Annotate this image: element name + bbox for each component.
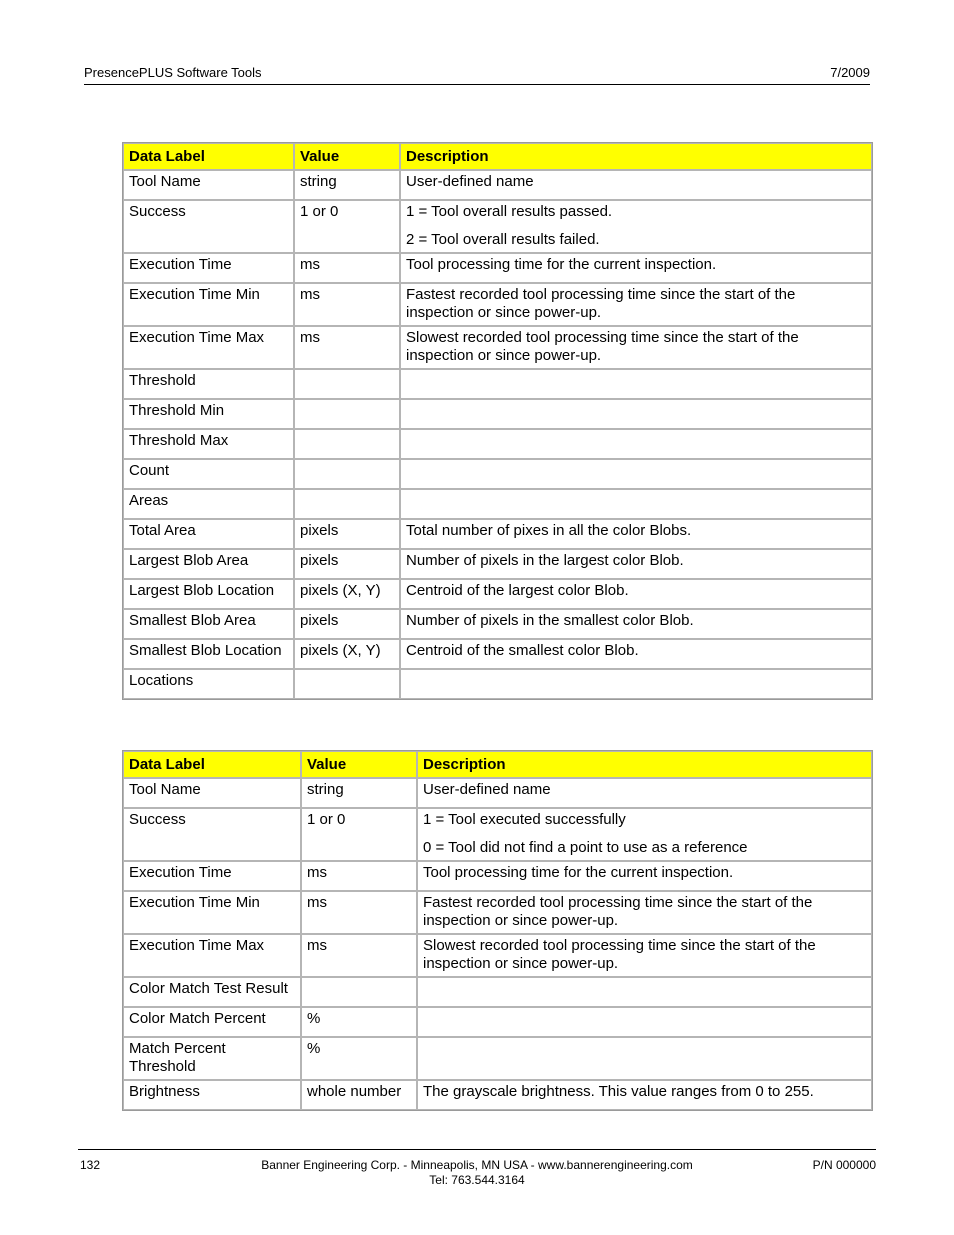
cell-data-label: Count [123, 459, 294, 489]
column-header-value: Value [294, 143, 400, 170]
cell-data-label: Execution Time Min [123, 283, 294, 326]
cell-data-label: Largest Blob Area [123, 549, 294, 579]
cell-data-label: Tool Name [123, 170, 294, 200]
cell-data-label: Smallest Blob Location [123, 639, 294, 669]
description-paragraph: Centroid of the largest color Blob. [406, 582, 629, 599]
cell-description [417, 1007, 872, 1037]
cell-value: pixels [294, 549, 400, 579]
table-row [123, 579, 872, 609]
cell-data-label: Color Match Percent [123, 1007, 301, 1037]
description-paragraph: Tool processing time for the current inspection. [406, 256, 717, 273]
cell-description [400, 639, 872, 669]
cell-data-label: Success [123, 200, 294, 253]
table-row [123, 639, 872, 669]
table-row [123, 170, 872, 200]
cell-data-label: Tool Name [123, 778, 301, 808]
table-row [123, 1037, 872, 1080]
cell-data-label: Threshold Max [123, 429, 294, 459]
table-row [123, 1080, 872, 1110]
cell-value: ms [294, 283, 400, 326]
cell-description [400, 326, 872, 369]
cell-description [400, 459, 872, 489]
document-date: 7/2009 [830, 65, 870, 80]
column-header-value: Value [301, 751, 417, 778]
cell-data-label: Match Percent Threshold [123, 1037, 301, 1080]
cell-value [294, 669, 400, 699]
description-paragraph: 0 = Tool did not find a point to use as a reference [423, 839, 748, 856]
cell-description [400, 170, 872, 200]
cell-data-label: Areas [123, 489, 294, 519]
cell-data-label: Smallest Blob Area [123, 609, 294, 639]
cell-description [400, 609, 872, 639]
cell-value [294, 399, 400, 429]
column-header-description: Description [400, 143, 872, 170]
cell-value: pixels [294, 609, 400, 639]
cell-value: string [294, 170, 400, 200]
table-row [123, 489, 872, 519]
cell-value: string [301, 778, 417, 808]
cell-data-label: Success [123, 808, 301, 861]
cell-value: 1 or 0 [294, 200, 400, 253]
table-row [123, 934, 872, 977]
cell-description [417, 1080, 872, 1110]
cell-value: ms [301, 934, 417, 977]
cell-value: % [301, 1007, 417, 1037]
cell-value: ms [301, 861, 417, 891]
description-paragraph: Slowest recorded tool processing time since the start of the inspection or since power-up. [423, 937, 816, 972]
footer-company-info [0, 1158, 954, 1188]
cell-value: ms [301, 891, 417, 934]
cell-data-label: Execution Time [123, 861, 301, 891]
table-row [123, 669, 872, 699]
cell-description [417, 808, 872, 861]
data-table-color-match [122, 750, 873, 1111]
table-row [123, 1007, 872, 1037]
cell-data-label: Largest Blob Location [123, 579, 294, 609]
cell-description [400, 369, 872, 399]
cell-description [400, 283, 872, 326]
table-row [123, 891, 872, 934]
table-row [123, 283, 872, 326]
description-paragraph: Number of pixels in the largest color Blob. [406, 552, 684, 569]
cell-data-label: Locations [123, 669, 294, 699]
description-paragraph: Tool processing time for the current inspection. [423, 864, 734, 881]
cell-description [400, 669, 872, 699]
table-row [123, 808, 872, 861]
cell-data-label: Brightness [123, 1080, 301, 1110]
footer-company: Banner Engineering Corp. - Minneapolis, MN USA - www.bannerengineering.com [261, 1158, 693, 1172]
cell-value: % [301, 1037, 417, 1080]
cell-value: ms [294, 326, 400, 369]
cell-data-label: Execution Time Max [123, 326, 294, 369]
column-header-description: Description [417, 751, 872, 778]
description-paragraph: Slowest recorded tool processing time since the start of the inspection or since power-up. [406, 329, 799, 364]
cell-description [417, 977, 872, 1007]
cell-value [294, 459, 400, 489]
table-row [123, 861, 872, 891]
cell-description [400, 429, 872, 459]
table-row [123, 200, 872, 253]
table-row [123, 253, 872, 283]
cell-description [400, 200, 872, 253]
cell-value: 1 or 0 [301, 808, 417, 861]
cell-description [400, 253, 872, 283]
cell-value [294, 369, 400, 399]
description-paragraph: Fastest recorded tool processing time since the start of the inspection or since power-up. [406, 286, 796, 321]
cell-value: pixels (X, Y) [294, 639, 400, 669]
part-number: P/N 000000 [812, 1158, 876, 1172]
table-row [123, 429, 872, 459]
column-header-data-label: Data Label [123, 143, 294, 170]
table-row [123, 399, 872, 429]
data-table-blob [122, 142, 873, 700]
cell-value [294, 429, 400, 459]
cell-description [417, 778, 872, 808]
description-paragraph: Number of pixels in the smallest color Blob. [406, 612, 694, 629]
page-number: 132 [80, 1158, 101, 1172]
table-row [123, 519, 872, 549]
column-header-data-label: Data Label [123, 751, 301, 778]
table-row [123, 459, 872, 489]
table-row [123, 369, 872, 399]
table-row [123, 977, 872, 1007]
cell-description [400, 549, 872, 579]
cell-value [301, 977, 417, 1007]
cell-description [417, 1037, 872, 1080]
cell-description [417, 861, 872, 891]
cell-value: whole number [301, 1080, 417, 1110]
description-paragraph: The grayscale brightness. This value ranges from 0 to 255. [423, 1083, 814, 1100]
footer-telephone: Tel: 763.544.3164 [429, 1173, 525, 1187]
cell-data-label: Color Match Test Result [123, 977, 301, 1007]
cell-data-label: Execution Time Min [123, 891, 301, 934]
description-paragraph: User-defined name [406, 173, 534, 190]
description-paragraph: Total number of pixes in all the color Blobs. [406, 522, 692, 539]
cell-description [400, 489, 872, 519]
description-paragraph: User-defined name [423, 781, 551, 798]
page-header [84, 64, 870, 85]
cell-description [400, 519, 872, 549]
document-title: PresencePLUS Software Tools [84, 65, 262, 80]
table-header-row [123, 751, 872, 778]
cell-value: pixels (X, Y) [294, 579, 400, 609]
description-paragraph: Centroid of the smallest color Blob. [406, 642, 639, 659]
cell-description [417, 891, 872, 934]
description-paragraph: 1 = Tool overall results passed. [406, 203, 613, 220]
table-row [123, 326, 872, 369]
table-header-row [123, 143, 872, 170]
cell-description [400, 579, 872, 609]
cell-data-label: Execution Time Max [123, 934, 301, 977]
cell-data-label: Execution Time [123, 253, 294, 283]
description-paragraph: 2 = Tool overall results failed. [406, 231, 600, 248]
description-paragraph: Fastest recorded tool processing time since the start of the inspection or since power-up. [423, 894, 813, 929]
cell-data-label: Threshold Min [123, 399, 294, 429]
table-row [123, 609, 872, 639]
cell-value [294, 489, 400, 519]
cell-description [417, 934, 872, 977]
cell-description [400, 399, 872, 429]
cell-data-label: Total Area [123, 519, 294, 549]
table-row [123, 778, 872, 808]
cell-data-label: Threshold [123, 369, 294, 399]
table-row [123, 549, 872, 579]
footer-divider [78, 1149, 876, 1150]
cell-value: pixels [294, 519, 400, 549]
cell-value: ms [294, 253, 400, 283]
description-paragraph: 1 = Tool executed successfully [423, 811, 626, 828]
